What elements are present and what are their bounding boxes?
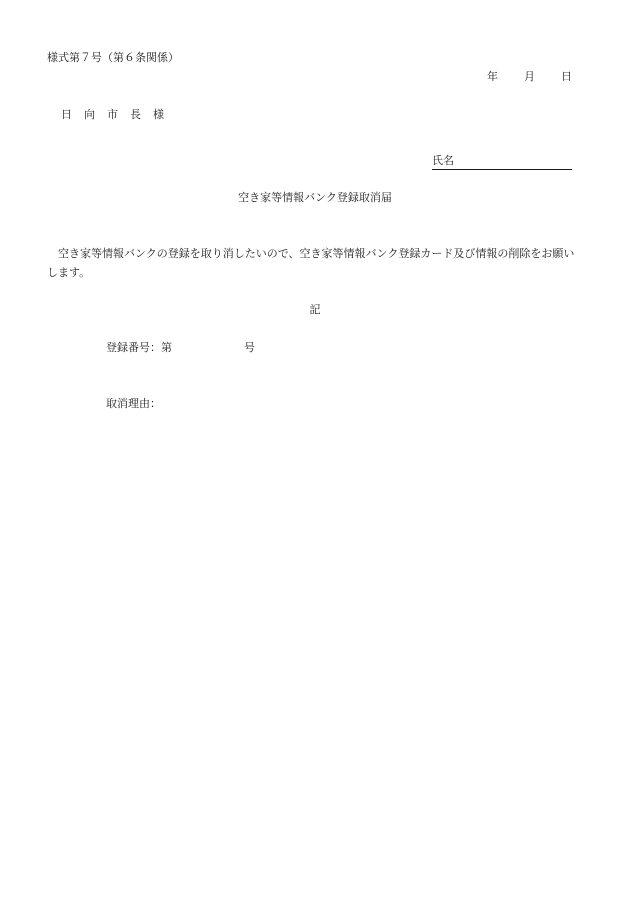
body-text: 空き家等情報バンクの登録を取り消したいので、空き家等情報バンク登録カード及び情報の削除をお願いします。 [47, 247, 575, 279]
registration-number-suffix: 号 [244, 341, 255, 354]
date-year: 年 [487, 70, 498, 83]
form-number: 様式第７号（第６条関係） [47, 51, 179, 64]
applicant-name-label: 氏名 [432, 154, 454, 167]
addressee-char: 長 [130, 108, 141, 121]
addressee-char: 市 [107, 108, 118, 121]
ki-heading: 記 [309, 303, 321, 316]
cancellation-reason-label: 取消理由： [106, 397, 161, 410]
addressee-char: 向 [84, 108, 95, 121]
addressee-char: 日 [61, 108, 72, 121]
date-line [487, 68, 572, 84]
registration-number-row [106, 339, 255, 355]
registration-number-label: 登録番号：第 [106, 341, 172, 354]
date-month: 月 [524, 70, 535, 83]
document-title: 空き家等情報バンク登録取消届 [238, 191, 392, 204]
addressee [61, 106, 164, 122]
addressee-char: 様 [153, 108, 164, 121]
date-day: 日 [561, 70, 572, 83]
applicant-name-line [432, 152, 572, 170]
cancellation-reason-row [106, 395, 161, 411]
